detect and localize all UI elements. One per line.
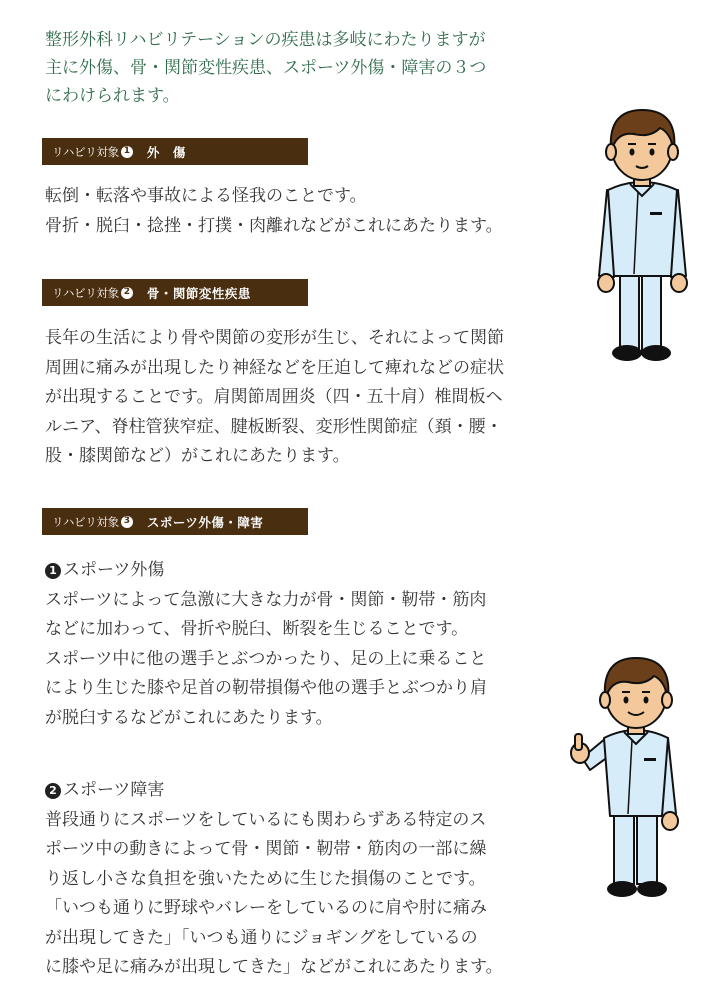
section-number-badge: 1	[121, 146, 133, 158]
body-line: が出現することです。肩関節周囲炎（四・五十肩）椎間板ヘ	[45, 387, 503, 407]
body-line: 転倒・転落や事故による怪我のことです。	[45, 186, 367, 206]
body-line: が脱臼するなどがこれにあたります。	[45, 707, 333, 728]
sports-disorder-block	[45, 776, 535, 983]
sports-injury-block	[45, 556, 535, 733]
section-label-degenerative	[42, 279, 308, 306]
body-line: 長年の生活により骨や関節の変形が生じ、それによって関節	[45, 328, 504, 348]
body-line: り返し小さな負担を強いたために生じた損傷のことです。	[45, 868, 486, 889]
body-line: スポーツ中に他の選手とぶつかったり、足の上に乗ること	[45, 648, 487, 669]
number-badge: 1	[45, 563, 61, 579]
section-number-badge: 3	[121, 516, 133, 528]
body-line: などに加わって、骨折や脱臼、断裂を生じることです。	[45, 619, 469, 639]
section-body-degenerative	[45, 324, 535, 472]
section-label-prefix: リハビリ対象	[52, 285, 119, 300]
section-label-trauma	[42, 138, 308, 165]
sports-disorder-heading	[45, 776, 535, 806]
intro-line: 主に外傷、骨・関節変性疾患、スポーツ外傷・障害の３つ	[45, 58, 487, 78]
body-line: スポーツによって急激に大きな力が骨・関節・靭帯・筋肉	[45, 589, 487, 610]
section-number-badge: 2	[121, 287, 133, 299]
section-label-title: 骨・関節変性疾患	[146, 285, 251, 301]
section-label-prefix: リハビリ対象	[52, 514, 119, 529]
body-line: ポーツ中の動きによって骨・関節・靭帯・筋肉の一部に繰	[45, 839, 487, 859]
sports-injury-heading	[45, 556, 535, 586]
body-line: に膝や足に痛みが出現してきた」などがこれにあたります。	[45, 957, 503, 977]
body-line: ルニア、脊柱管狭窄症、腱板断裂、変形性関節症（頚・腰・	[45, 416, 503, 437]
section-label-prefix: リハビリ対象	[52, 144, 119, 159]
section-label-title: スポーツ外傷・障害	[146, 514, 264, 530]
body-line: 普段通りにスポーツをしているにも関わらずある特定のス	[45, 809, 487, 830]
body-line: 骨折・脱臼・捻挫・打撲・肉離れなどがこれにあたります。	[45, 215, 503, 236]
sub-heading-text: スポーツ障害	[63, 780, 165, 800]
body-line: 「いつも通りに野球やバレーをしているのに肩や肘に痛み	[45, 898, 487, 918]
section-body-trauma	[45, 182, 535, 241]
intro-line: にわけられます。	[45, 86, 180, 106]
therapist-standing-illustration	[590, 104, 695, 366]
body-line: が出現してきた」「いつも通りにジョギングをしているの	[45, 927, 478, 948]
section-label-title: 外 傷	[146, 144, 186, 160]
intro-paragraph	[45, 26, 545, 110]
sub-heading-text: スポーツ外傷	[63, 560, 165, 580]
therapist-pointing-illustration	[564, 654, 704, 904]
number-badge: 2	[45, 783, 61, 799]
section-label-sports	[42, 508, 308, 535]
intro-line: 整形外科リハビリテーションの疾患は多岐にわたりますが	[45, 30, 486, 50]
body-line: 股・膝関節など）がこれにあたります。	[45, 446, 350, 466]
body-line: 周囲に痛みが出現したり神経などを圧迫して痺れなどの症状	[45, 357, 504, 378]
body-line: により生じた膝や足首の靭帯損傷や他の選手とぶつかり肩	[45, 678, 487, 698]
